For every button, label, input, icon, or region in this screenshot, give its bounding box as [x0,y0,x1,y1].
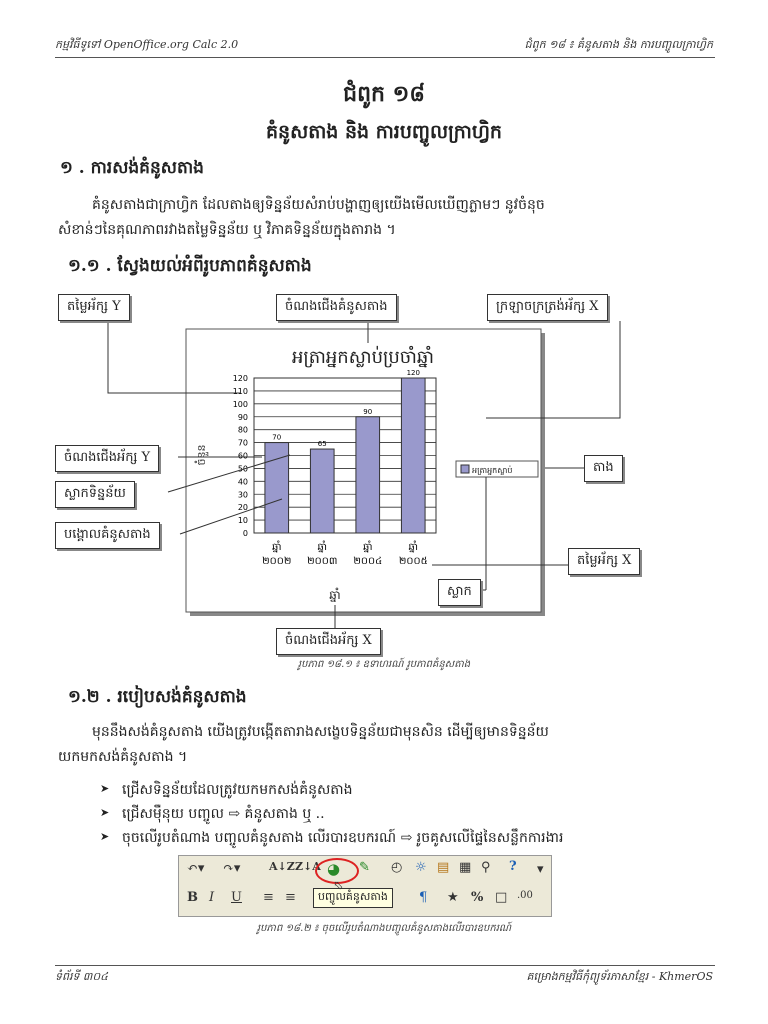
bold-icon[interactable]: B [187,890,198,905]
y-tick-label: 10 [237,516,248,526]
percent-icon[interactable]: % [471,890,484,905]
callout-label: ស្លាក [438,579,481,606]
section11-heading: ១.១ . ស្វែងយល់អំពីរូបភាពគំនូសតាង [68,256,312,276]
bar-value-label: 70 [272,433,282,442]
binoculars-icon[interactable]: ◴ [391,860,403,875]
callout-chart-title: ចំណងជើងគំនូសតាង [276,294,397,321]
x-tick-label: ២០០៤ [353,556,383,567]
y-tick-label: 50 [237,464,248,474]
x-tick-label: ឆ្នាំ [271,542,282,553]
italic-icon[interactable]: I [209,890,215,905]
currency-icon[interactable]: ★ [447,890,459,905]
gallery-icon[interactable]: ▤ [437,860,450,875]
pen-icon[interactable]: ✎ [359,860,370,875]
section12-heading: ១.២ . របៀបសង់គំនូសតាង [68,687,247,707]
callout-legend: តាង [584,455,623,482]
x-tick-label: ២០០២ [262,556,292,567]
callout-data-scale: ស្លាកទិន្នន័យ [55,481,135,508]
arrow-bullet-icon: ➤ [100,782,110,795]
y-tick-label: 110 [232,386,248,396]
legend-label: អត្រាអ្នកស្លាប់ [472,466,513,475]
bar [356,417,380,533]
footer-left: ទំព័រទី ៣០៤ [55,970,108,983]
x-tick-label: ២០០៣ [307,556,338,567]
arrow-bullet-icon: ➤ [100,806,110,819]
arrow-bullet-icon: ➤ [100,830,110,843]
datasource-icon[interactable]: ▦ [459,860,472,875]
callout-y-value: តម្លៃអ័ក្ស Y [58,294,130,321]
section1-para-line1: គំនូសតាងជាក្រាហ្វិក ដែលតាងឲ្យទិន្នន័យសំរាប់បង្ហាញឲ្យយើងមើលឃើញភ្លាមៗ នូវចំនុច [92,197,545,213]
chapter-title: គំនូសតាង និង ការបញ្ចូលក្រាហ្វិក [266,121,502,143]
section12-para-line2: យកមកសង់គំនូសតាង ។ [58,749,188,765]
redo-icon[interactable]: ↷▾ [223,861,241,876]
paragraph-icon[interactable]: ¶ [419,890,428,905]
help-icon[interactable]: ? [509,859,517,874]
y-tick-label: 40 [237,477,248,487]
y-tick-label: 90 [237,412,248,422]
add-decimal-icon[interactable]: .00 [517,890,533,901]
bar-value-label: 65 [317,440,327,449]
bar-value-label: 120 [406,369,420,377]
figure1-caption: រូបភាព ១៨.១ ៖ ឧទាហរណ៍ រូបភាពគំនូសតាង [297,659,471,670]
x-tick-label: ២០០៥ [398,556,428,567]
figure2-caption: រូបភាព ១៨.២ ៖ ចុចលើរូបតំណាងបញ្ចូលគំនូសតាងលើរបារឧបករណ៍ [256,923,512,934]
callout-x-value: តម្លៃអ័ក្ស X [568,548,640,575]
sort-descending-icon[interactable]: Z↓A [295,860,321,873]
undo-icon[interactable]: ↶▾ [187,861,205,876]
navigator-icon[interactable]: ☼ [415,860,427,875]
align-left-icon[interactable]: ≡ [263,890,274,905]
section1-heading: ១ . ការសង់គំនូសតាង [60,158,204,178]
footer-rule [55,965,715,966]
y-tick-label: 100 [232,399,248,409]
bar [401,378,425,533]
insert-chart-tooltip: បញ្ចូលគំនូសតាង [313,888,393,908]
y-axis-title: ចំនួន [195,444,208,466]
toolbar-overflow-icon[interactable]: ▾ [537,862,544,877]
y-tick-label: 70 [237,438,248,448]
y-tick-label: 120 [232,374,248,383]
y-tick-label: 80 [237,425,248,435]
mouse-cursor-icon: ⬁ [333,878,344,892]
legend-swatch [461,465,469,473]
sort-ascending-icon[interactable]: A↓Z [269,860,295,873]
header-right: ជំពូក ១៨ ៖ គំនូសតាង និង ការបញ្ចូលក្រាហ្វិក [524,38,713,51]
toolbar-screenshot [178,855,552,917]
chart-title: អត្រាអ្នកស្លាប់ប្រចាំឆ្នាំ [291,347,435,368]
section12-para-line1: មុននឹងសង់គំនូសតាង យើងត្រូវបង្កើតតារាងសង្ខេបទិន្នន័យជាមុនសិន ដើម្បីឲ្យមានទិន្នន័យ [92,724,549,740]
zoom-icon[interactable]: ⚲ [481,860,491,875]
insert-chart-icon[interactable]: ◕ [327,860,341,878]
align-center-icon[interactable]: ≡ [285,890,296,905]
callout-x-category: ក្រឡាចក្រត្រង់អ័ក្ស X [487,294,608,321]
y-tick-label: 0 [242,529,248,538]
number-format-icon[interactable]: □ [495,890,508,905]
bar [310,449,334,533]
underline-icon[interactable]: U [231,890,242,905]
chart-figure [0,285,768,670]
callout-chart-wall: បង្គោលគំនូសតាង [55,522,160,549]
x-tick-label: ឆ្នាំ [408,542,419,553]
y-tick-label: 60 [237,451,248,461]
y-tick-label: 30 [237,490,248,500]
header-left: កម្មវិធីទូទៅ OpenOffice.org Calc 2.0 [55,38,239,51]
x-tick-label: ឆ្នាំ [362,542,373,553]
x-tick-label: ឆ្នាំ [317,542,328,553]
section1-para-line2: សំខាន់ៗនៃគុណភាពរវាងតម្លៃទិន្នន័យ ឬ វិភាគទិន្នន័យក្នុងតារាង ។ [58,222,396,238]
y-tick-label: 20 [237,503,248,513]
chapter-number: ជំពូក ១៨ [343,81,425,107]
x-axis-title: ឆ្នាំ [329,588,341,602]
header-rule [55,57,715,58]
callout-y-title: ចំណងជើងអ័ក្ស Y [55,445,159,472]
callout-x-title: ចំណងជើងអ័ក្ស X [276,628,381,655]
bar-value-label: 90 [363,407,373,416]
footer-right: គម្រោងកម្មវិធីកុំព្យូទ័រភាសាខ្មែរ - KhmerOS [526,970,713,983]
